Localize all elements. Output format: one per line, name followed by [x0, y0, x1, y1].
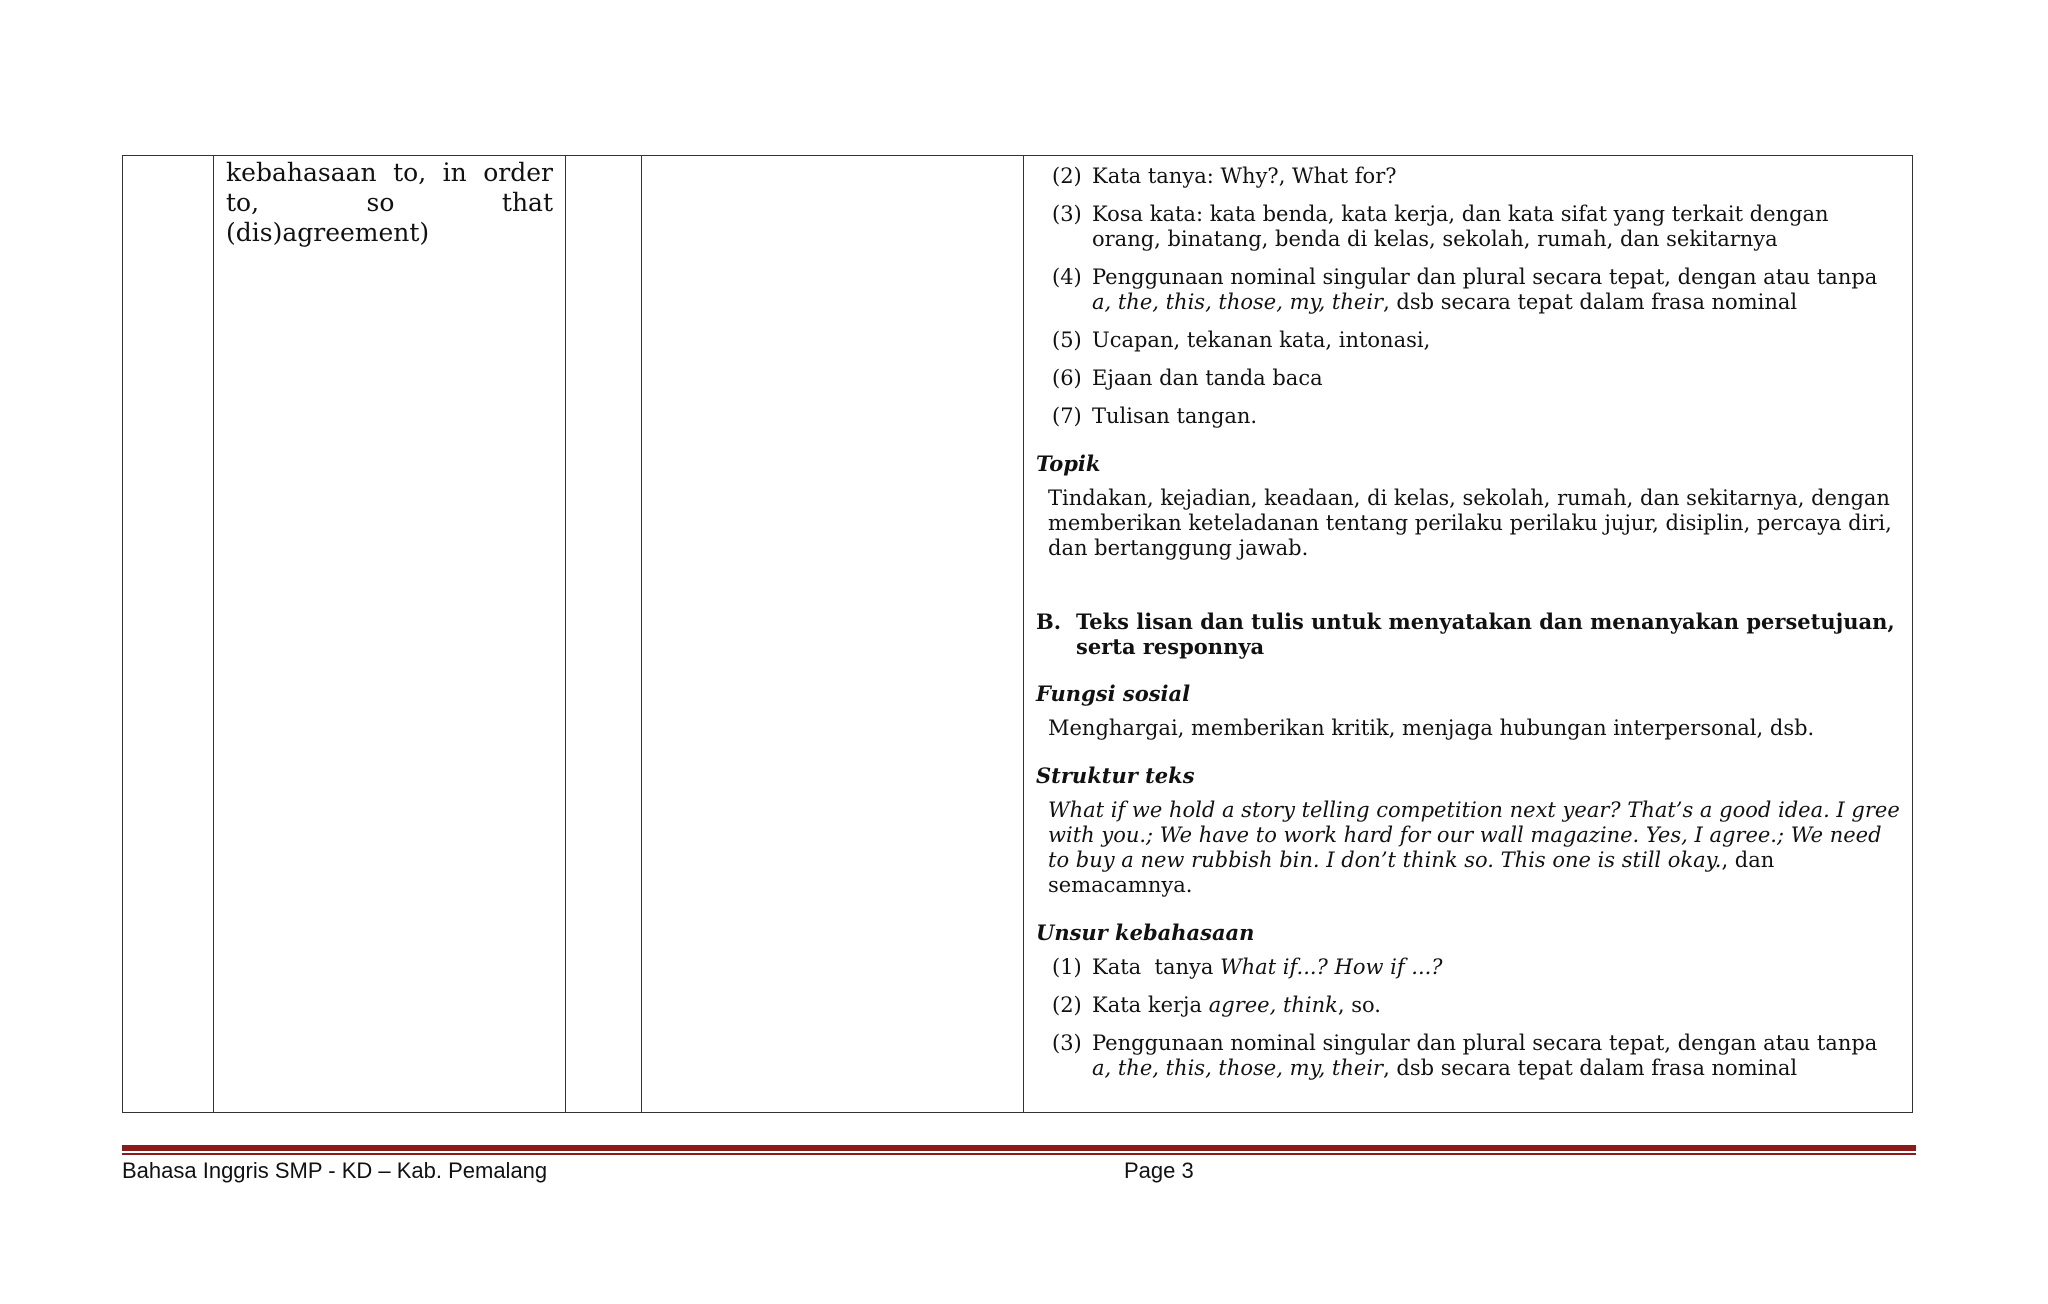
- list-text: Ejaan dan tanda baca: [1092, 366, 1323, 390]
- list-number: (7): [1052, 404, 1082, 428]
- cell-kd-text: [214, 156, 566, 1113]
- list-item: [1036, 993, 1900, 1018]
- list-text-italic: a, the, this, those, my, their: [1092, 1056, 1384, 1080]
- cell-empty-2: [566, 156, 642, 1113]
- fungsi-heading: Fungsi sosial: [1036, 681, 1191, 706]
- struktur-heading: Struktur teks: [1036, 763, 1195, 788]
- topik-text: Tindakan, kejadian, keadaan, di kelas, sekolah, rumah, dan sekitarnya, dengan memberikan keteladanan tentang perilaku perilaku jujur, disiplin, percaya diri, dan bertanggung jawab.: [1048, 486, 1892, 560]
- list-number: (3): [1052, 202, 1082, 226]
- footer-document-title: Bahasa Inggris SMP - KD – Kab. Pemalang: [122, 1158, 548, 1183]
- list-text-plain: Kata tanya: [1092, 955, 1221, 979]
- list-text-plain: Penggunaan nominal singular dan plural secara tepat, dengan atau tanpa: [1092, 1031, 1878, 1055]
- section-b-title: Teks lisan dan tulis untuk menyatakan dan menanyakan persetujuan, serta responnya: [1076, 609, 1895, 659]
- struktur-text: [1048, 798, 1900, 898]
- table-row: [123, 156, 1913, 1113]
- list-text-plain: Kata kerja: [1092, 993, 1209, 1017]
- struktur-italic: What if we hold a story telling competition next year? That’s a good idea. I gree with you.; We have to work hard for our wall magazine. Yes, I agree.; We need to buy a new rubbish bin. I don’t think so. This one is still okay.: [1048, 798, 1900, 872]
- list-text: Ucapan, tekanan kata, intonasi,: [1092, 328, 1431, 352]
- list-text-tail: , dsb secara tepat dalam frasa nominal: [1383, 1056, 1798, 1080]
- footer-rule-thick: [122, 1145, 1916, 1151]
- list-number: (3): [1052, 1031, 1082, 1055]
- list-number: (4): [1052, 265, 1082, 289]
- cell-empty-3: [642, 156, 1024, 1113]
- list-item: [1036, 366, 1900, 391]
- list-text: [1092, 993, 1900, 1018]
- list-item: [1036, 202, 1900, 252]
- list-text-plain: Penggunaan nominal singular dan plural secara tepat, dengan atau tanpa: [1092, 265, 1878, 289]
- list-item: [1036, 265, 1900, 315]
- list-text-tail: , so.: [1337, 993, 1381, 1017]
- list-text-italic: agree, think: [1208, 993, 1338, 1017]
- list-number: (6): [1052, 366, 1082, 390]
- topik-heading: Topik: [1036, 451, 1101, 476]
- list-item: [1036, 1031, 1900, 1081]
- list-number: (2): [1052, 993, 1082, 1017]
- kd-line-2: to, so that: [226, 188, 553, 217]
- list-text: Tulisan tangan.: [1092, 404, 1258, 428]
- list-item: [1036, 404, 1900, 429]
- section-b-heading: [1036, 609, 1900, 659]
- list-text: [1092, 1031, 1900, 1081]
- struktur-tail: , dan semacamnya.: [1048, 848, 1775, 897]
- footer-page-number: Page 3: [1124, 1158, 1194, 1183]
- curriculum-table: [122, 155, 1913, 1113]
- kd-line-1: kebahasaan to, in order: [226, 158, 553, 187]
- unsur-heading: Unsur kebahasaan: [1036, 920, 1255, 945]
- list-item: [1036, 328, 1900, 353]
- list-text: [1092, 265, 1900, 315]
- list-number: (1): [1052, 955, 1082, 979]
- list-text-tail: , dsb secara tepat dalam frasa nominal: [1383, 290, 1798, 314]
- list-text-italic: What if...? How if ...?: [1220, 955, 1443, 979]
- list-item: [1036, 955, 1900, 980]
- list-text: [1092, 955, 1900, 980]
- cell-empty-1: [123, 156, 214, 1113]
- list-number: (5): [1052, 328, 1082, 352]
- list-item: [1036, 164, 1900, 189]
- section-b-letter: B.: [1036, 609, 1062, 634]
- list-text: Kosa kata: kata benda, kata kerja, dan kata sifat yang terkait dengan orang, binatang, benda di kelas, sekolah, rumah, dan sekitarnya: [1092, 202, 1829, 251]
- list-number: (2): [1052, 164, 1082, 188]
- cell-materi: [1024, 156, 1913, 1113]
- kd-line-3: (dis)agreement): [226, 218, 430, 247]
- unsur-list-a: [1036, 164, 1900, 429]
- footer-rule-thin: [122, 1153, 1916, 1155]
- list-text: Kata tanya: Why?, What for?: [1092, 164, 1397, 188]
- list-text-italic: a, the, this, those, my, their: [1092, 290, 1384, 314]
- fungsi-text: Menghargai, memberikan kritik, menjaga hubungan interpersonal, dsb.: [1048, 716, 1815, 740]
- unsur-list-b: [1036, 955, 1900, 1081]
